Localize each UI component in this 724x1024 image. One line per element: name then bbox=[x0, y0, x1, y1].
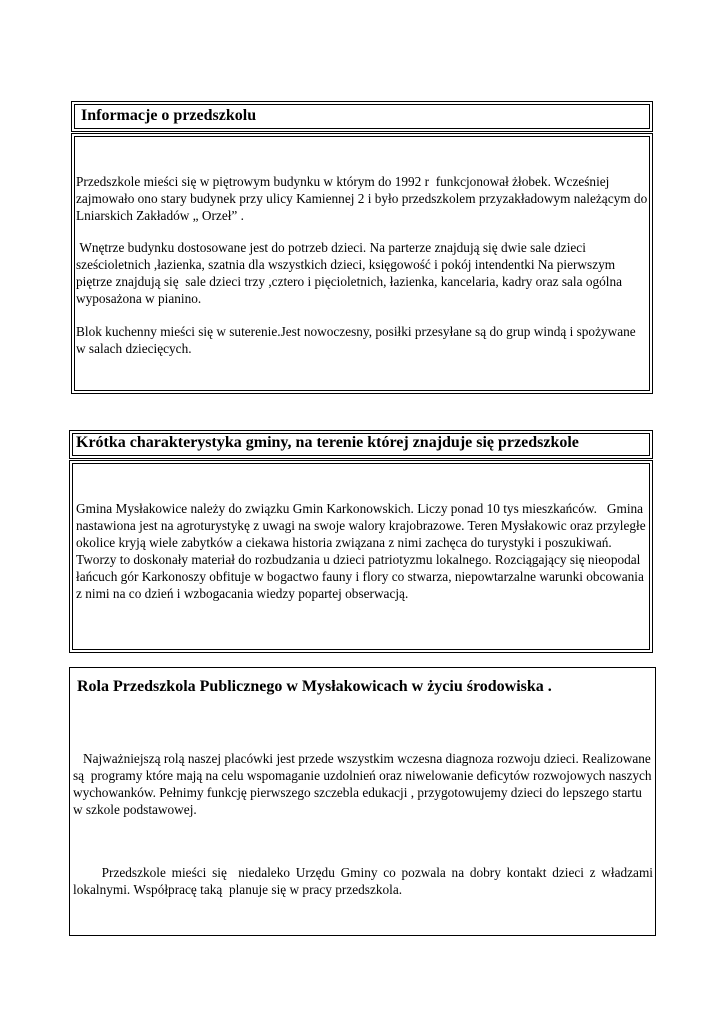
section2-title-box bbox=[69, 430, 653, 459]
section1-paragraph-2: Wnętrze budynku dostosowane jest do potrzeb dzieci. Na parterze znajdują się dwie sale dzieci sześcioletnich ,łazienka, szatnia dla wszystkich dzieci, księgowość i pokój intendentki Na pierwszym piętrze znajdują się sale dzieci trzy ,cztero i pięcioletnich, łazienka, kancelaria, kadry oraz sala ogólna wyposażona w pianino. bbox=[76, 240, 626, 306]
section2-body-box bbox=[69, 460, 653, 653]
section1-paragraph-3: Blok kuchenny mieści się w suterenie.Jest nowoczesny, posiłki przesyłane są do grup windą i spożywane w salach dziecięcych. bbox=[76, 324, 640, 356]
section1-title: Informacje o przedszkolu bbox=[81, 107, 257, 124]
section3-paragraph-1: Najważniejszą rolą naszej placówki jest przede wszystkim wczesna diagnoza rozwoju dzieci. Realizowane są programy które mają na celu wspomaganie uzdolnień oraz niwelowanie deficytów rozwojowych naszych wychowanków. Pełnimy funkcję pierwszego szczebla edukacji , przygotowujemy dzieci do lepszego startu w szkole podstawowej. bbox=[73, 751, 655, 817]
section1-paragraph-1: Przedszkole mieści się w piętrowym budynku w którym do 1992 r funkcjonował żłobek. Wcześniej zajmowało ono stary budynek przy ulicy Kamiennej 2 i było przedszkolem przyzakładowym należącym do Lniarskich Zakładów „ Orzeł” . bbox=[76, 174, 651, 223]
section3-paragraph-2: Przedszkole mieści się niedaleko Urzędu Gminy co pozwala na dobry kontakt dzieci z władzami lokalnymi. Współpracę taką planuje się w pracy przedszkola. bbox=[73, 865, 657, 897]
section1-body-box bbox=[71, 133, 653, 394]
section1-title-box bbox=[71, 101, 653, 132]
section3-title: Rola Przedszkola Publicznego w Mysłakowicach w życiu środowiska . bbox=[77, 678, 552, 695]
section2-title: Krótka charakterystyka gminy, na terenie której znajduje się przedszkole bbox=[76, 434, 579, 451]
section3-box bbox=[69, 667, 656, 936]
section2-paragraph-1: Gmina Mysłakowice należy do związku Gmin Karkonowskich. Liczy ponad 10 tys mieszkańców. Gmina nastawiona jest na agroturystykę z uwagi na swoje walory krajobrazowe. Teren Mysłakowic oraz przyległe okolice kryją wiele zabytków a ciekawa historia związana z nimi zachęca do turystyki i poszukiwań. Tworzy to doskonały materiał do rozbudzania u dzieci patriotyzmu lokalnego. Rozciągający się nieopodal łańcuch gór Karkonoszy obfituje w bogactwo fauny i flory co stwarza, niepowtarzalne warunki obcowania z nimi na co dzień i wzbogacania wiedzy popartej obserwacją. bbox=[76, 501, 649, 601]
